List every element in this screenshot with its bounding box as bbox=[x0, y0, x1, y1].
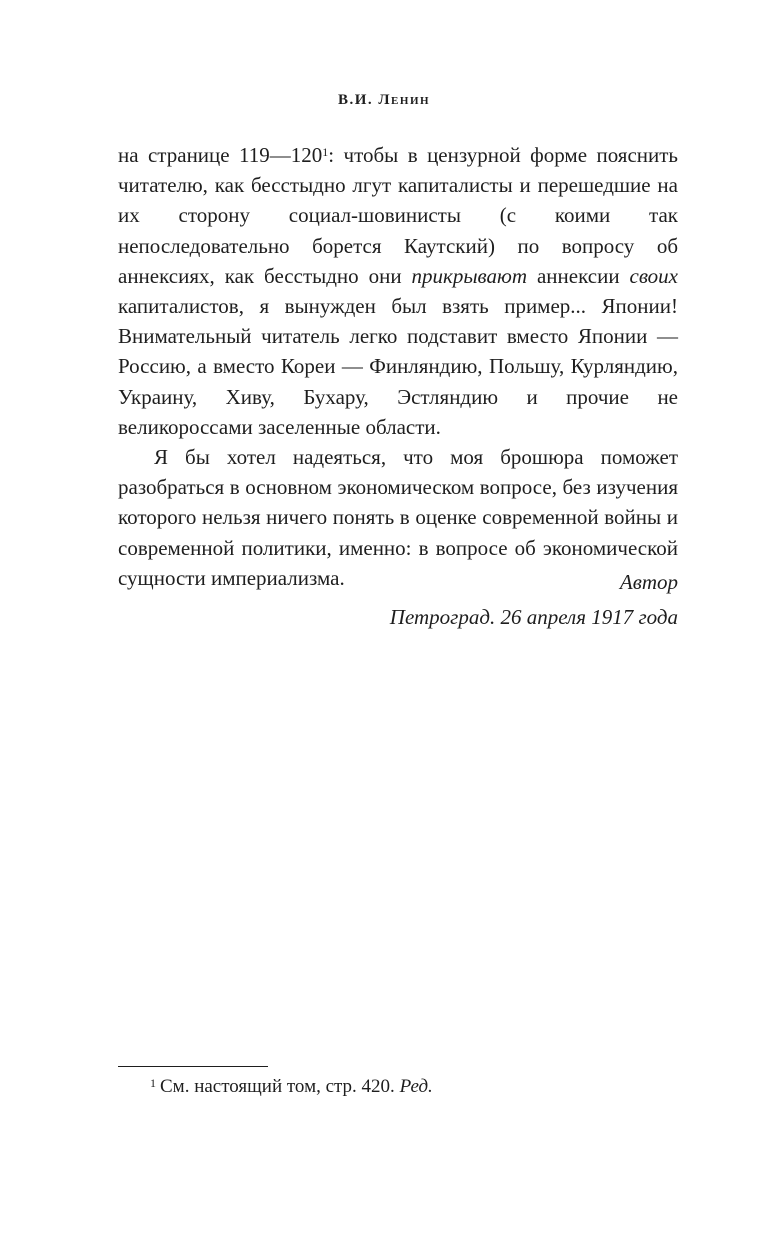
footnote-reference: 1 bbox=[322, 145, 329, 159]
main-text bbox=[118, 140, 678, 593]
p1-text-2: : чтобы в цензурной форме пояснить читателю, как бесстыдно лгут капиталисты и перешедшие на их сторону социал-шовинисты (с коими так непоследовательно борется Каутский) по вопросу об аннексиях, как бесстыдно они bbox=[118, 143, 679, 288]
footnote-text: См. настоящий том, стр. 420. bbox=[160, 1076, 400, 1097]
paragraph-2: Я бы хотел надеяться, что моя брошюра поможет разобраться в основном экономическом вопросе, без изучения которого нельзя ничего понять в оценке современной войны и современной политики, именно: в вопросе об экономической сущности империализма. bbox=[118, 445, 678, 590]
p1-emphasis-2: своих bbox=[629, 263, 678, 288]
author-surname: Ленин bbox=[378, 92, 431, 108]
p1-text-1: на странице 119—120 bbox=[118, 143, 323, 167]
footnote bbox=[150, 1076, 433, 1098]
author-initials: В.И. bbox=[337, 92, 379, 108]
p1-text-3: аннексии bbox=[527, 263, 630, 288]
signature-place-date: Петроград. 26 апреля 1917 года bbox=[389, 605, 678, 629]
running-head bbox=[0, 92, 768, 109]
signature-author: Автор bbox=[619, 570, 678, 594]
footnote-divider bbox=[118, 1066, 268, 1067]
footnote-editor-mark: Ред. bbox=[399, 1076, 433, 1097]
p1-emphasis-1: прикрывают bbox=[411, 263, 528, 288]
p1-text-4: капиталистов, я вынужден был взять пример... Японии! Внимательный читатель легко подставит вместо Японии — Россию, а вместо Кореи — Финляндию, Польшу, Курляндию, Украину, Хиву, Бухару, Эстляндию и прочие не великороссами заселенные области. bbox=[118, 294, 678, 439]
footnote-mark: 1 bbox=[150, 1076, 156, 1090]
paragraph-1 bbox=[118, 140, 678, 442]
